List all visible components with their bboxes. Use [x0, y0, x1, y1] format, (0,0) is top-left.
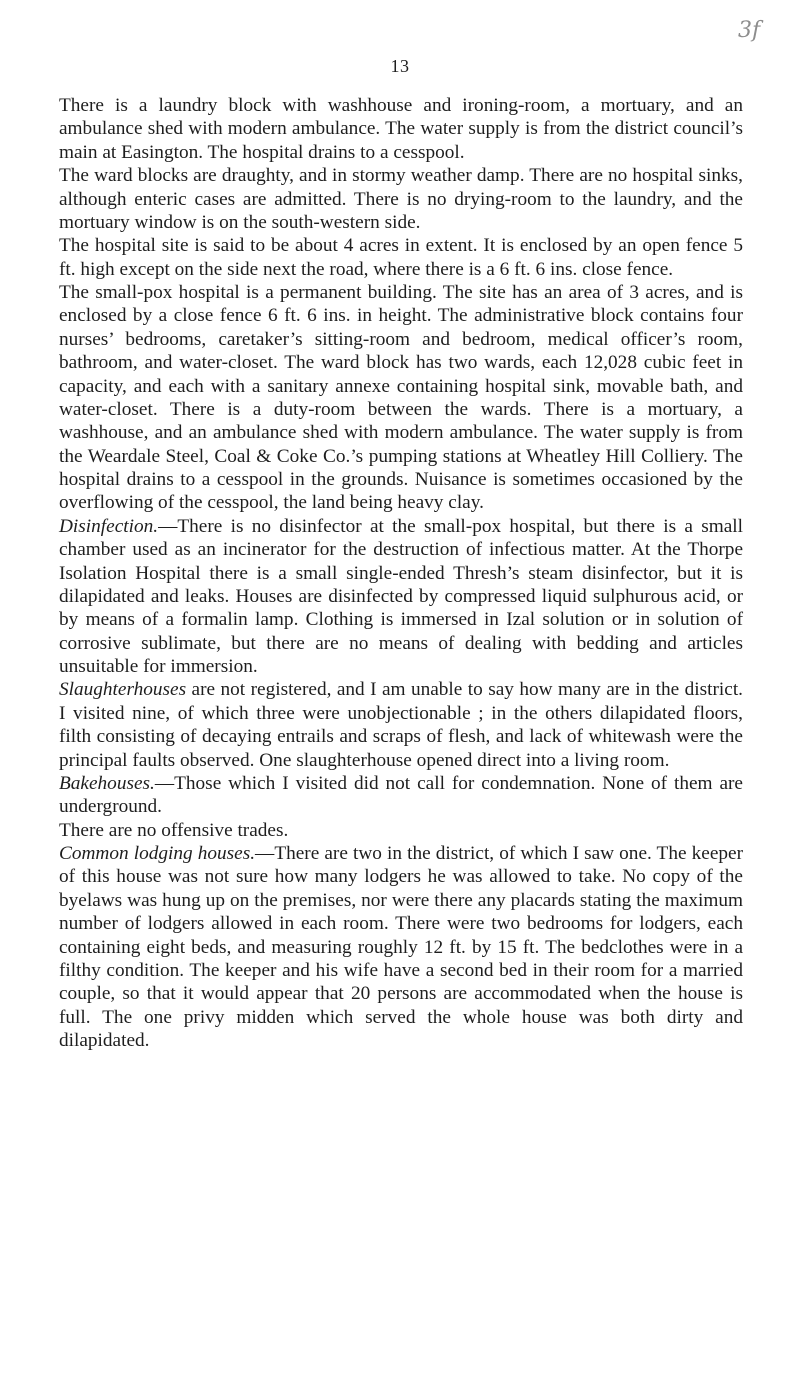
paragraph-offensive-trades — [59, 819, 743, 842]
paragraph-bakehouses — [59, 772, 743, 819]
section-heading-common-lodging-houses: Common lodging houses. — [59, 843, 256, 864]
paragraph-text: There is a laundry block with washhouse and ironing-room, a mortuary, and an ambulance shed with modern ambulance. The water supply is from the district council’s main at Easington. The hospital drains to a cesspool. — [59, 95, 743, 163]
paragraph-text: —There are two in the district, of which I saw one. The keeper of this house was not sure how many lodgers he was allowed to take. No copy of the byelaws was hung up on the premises, nor were there any placards stating the maximum number of lodgers allowed in each room. There were two bedrooms for lodgers, each containing eight beds, and measuring roughly 12 ft. by 15 ft. The bedclothes were in a filthy condition. The keeper and his wife have a second bed in their room for a married couple, so that it would appear that 20 persons are accommodated when the house is full. The one privy midden which served the whole house was both dirty and dilapidated. — [59, 843, 744, 1051]
paragraph-small-pox-hospital — [59, 281, 743, 515]
paragraph-common-lodging-houses — [59, 842, 743, 1052]
paragraph-text: are not registered, and I am unable to say how many are in the district. I visited nine, of which three were unobjectionable ; in the others dilapidated floors, filth consisting of decaying entrails and scraps of flesh, and lack of whitewash were the principal faults observed. One slaughterhouse opened direct into a living room. — [59, 679, 743, 771]
paragraph-text: —Those which I visited did not call for condemnation. None of them are underground. — [59, 772, 743, 818]
paragraph-text: There are no offensive trades. — [59, 819, 289, 841]
paragraph-slaughterhouses — [59, 678, 743, 772]
section-heading-slaughterhouses: Slaughterhouses — [59, 679, 187, 701]
paragraph-text: The ward blocks are draughty, and in stormy weather damp. There are no hospital sinks, although enteric cases are admitted. There is no drying-room to the laundry, and the mortuary window is on the south-western side. — [59, 165, 743, 233]
handwritten-annotation: 3f — [738, 18, 761, 43]
section-heading-disinfection: Disinfection. — [59, 515, 159, 537]
paragraph-laundry-block — [59, 94, 743, 164]
paragraph-ward-blocks — [59, 164, 743, 234]
body-text — [59, 94, 743, 1052]
section-heading-bakehouses: Bakehouses. — [59, 772, 155, 794]
paragraph-text: The small-pox hospital is a permanent building. The site has an area of 3 acres, and is enclosed by a close fence 6 ft. 6 ins. in height. The administrative block contains four nurses’ bedrooms, caretaker’s sitting-room and bedroom, medical officer’s room, bathroom, and water-closet. The ward block has two wards, each 12,028 cubic feet in capacity, and each with a sanitary annexe containing hospital sink, movable bath, and water-closet. There is a duty-room between the wards. There is a mortuary, a washhouse, and an ambulance shed with modern ambulance. The water supply is from the Weardale Steel, Coal & Coke Co.’s pumping stations at Wheatley Hill Colliery. The hospital drains to a cesspool in the grounds. Nuisance is sometimes occasioned by the overflowing of the cesspool, the land being heavy clay. — [59, 282, 743, 514]
page-number: 13 — [390, 56, 410, 76]
paragraph-hospital-site — [59, 234, 743, 281]
paragraph-text: —There is no disinfector at the small-pox hospital, but there is a small chamber used as an incinerator for the destruction of infectious matter. At the Thorpe Isolation Hospital there is a small single-ended Thresh’s steam disinfector, but it is dilapidated and leaks. Houses are disinfected by compressed liquid sulphurous acid, or by means of a formalin lamp. Clothing is immersed in Izal solution or in solution of corrosive sublimate, but there are no means of dealing with bedding and articles unsuitable for immersion. — [59, 515, 743, 677]
paragraph-disinfection — [59, 515, 743, 679]
paragraph-text: The hospital site is said to be about 4 acres in extent. It is enclosed by an open fence 5 ft. high except on the side next the road, where there is a 6 ft. 6 ins. close fence. — [59, 235, 743, 280]
